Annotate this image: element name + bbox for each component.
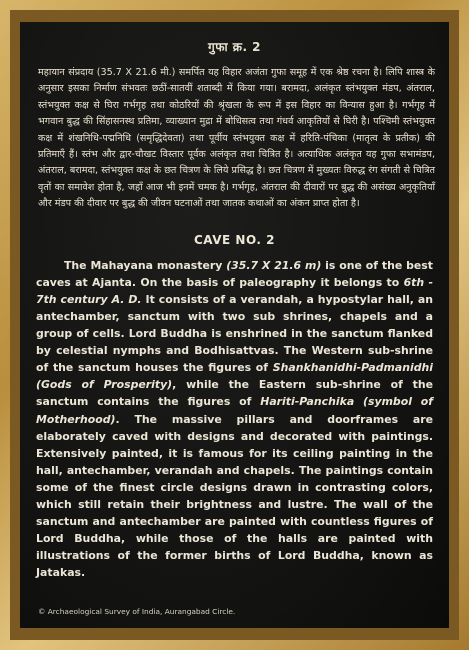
- english-text-4: , while the Eastern sub-shrine of the sanctum contains the figures of: [36, 378, 434, 409]
- signboard: [20, 22, 449, 628]
- english-text-3: It consists of a verandah, a hypostylar hall, an antechamber, sanctum with two sub shrines, chapels and a group of cells. Lord Buddha is enshrined in the sanctum flanked by celestial nymphs and Bodhisattvas. The Western sub-shrine of the sanctum houses the figures of: [36, 292, 433, 375]
- century-text: 6th - 7th century A. D.: [36, 275, 433, 306]
- cave-dimensions: (35.7 X 21.6 m): [226, 258, 322, 272]
- western-shrine-figures: Shankhanidhi-Padmanidhi (Gods of Prosperity): [36, 361, 433, 392]
- english-paragraph: [36, 257, 433, 582]
- credit-line: © Archaeological Survey of India, Aurangabad Circle.: [38, 607, 236, 616]
- english-text-2: is one of the best caves at Ajanta. On the basis of paleography it belongs to: [36, 258, 433, 289]
- english-text-5: . The massive pillars and doorframes are elaborately caved with designs and decorated with paintings. Extensively painted, it is famous for its ceiling painting in the hall, antechamber, verandah and chapels. The paintings contain some of the finest circle designs drawn in contrasting colors, which still retain their brightness and lustre. The wall of the sanctum and antechamber are painted with countless figures of Lord Buddha, while those of the halls are painted with illustrations of the former births of Lord Buddha, known as Jatakas.: [36, 412, 433, 580]
- eastern-shrine-figures: Hariti-Panchika (symbol of Motherhood): [36, 395, 433, 426]
- hindi-paragraph: महायान संप्रदाय (35.7 X 21.6 मी.) समर्पित यह विहार अजंता गुफा समूह में एक श्रेष्ठ रचना है। लिपि शास्त्र के अनुसार इसका निर्माण संभवतः छठीं-सातवीं शताब्दी में किया गया। बरामदा, अलंकृत स्तंभयुक्त मंडप, अंतराल, स्तंभयुक्त कक्ष से घिरा गर्भगृह तथा कोठरियों की श्रृंखला के रूप में इस विहार का विन्यास हुआ है। गर्भगृह में भगवान बुद्ध की सिंहासनस्थ प्रतिमा, व्याख्यान मुद्रा में बोधिसत्व तथा गंधर्व आकृतियों से घिरी है। पश्चिमी स्तंभयुक्त कक्ष में शंखनिधि-पद्मनिधि (समृद्धिदेवता) तथा पूर्वीय स्तंभयुक्त कक्ष में हरिति-पंचिका (मातृत्व के प्रतीक) की प्रतिमाएँ हैं। स्तंभ और द्वार-चौखट विस्तार पूर्वक अलंकृत तथा चित्रित है। अत्याधिक अलंकृत यह गुफा सभामंडप, अंतराल, बरामदा, स्तंभयुक्त कक्ष के छत चित्रण के लिये प्रसिद्ध है। छत चित्रण में मुख्यतः विरुद्ध रंग संगती से चित्रित वृतों का समावेश होता है, जहाँ आज भी इनमें चमक है। गर्भगृह, अंतराल की दीवारों पर बुद्ध की असंख्य अनुकृतियाँ और मंडप की दीवार पर बुद्ध की जीवन घटनाओं तथा जातक कथाओं का अंकन प्राप्त होता है।: [38, 67, 435, 210]
- hindi-title: गुफा क्र. 2: [207, 40, 262, 54]
- english-text-1: The Mahayana monastery: [64, 258, 227, 272]
- english-title: CAVE NO. 2: [193, 232, 275, 247]
